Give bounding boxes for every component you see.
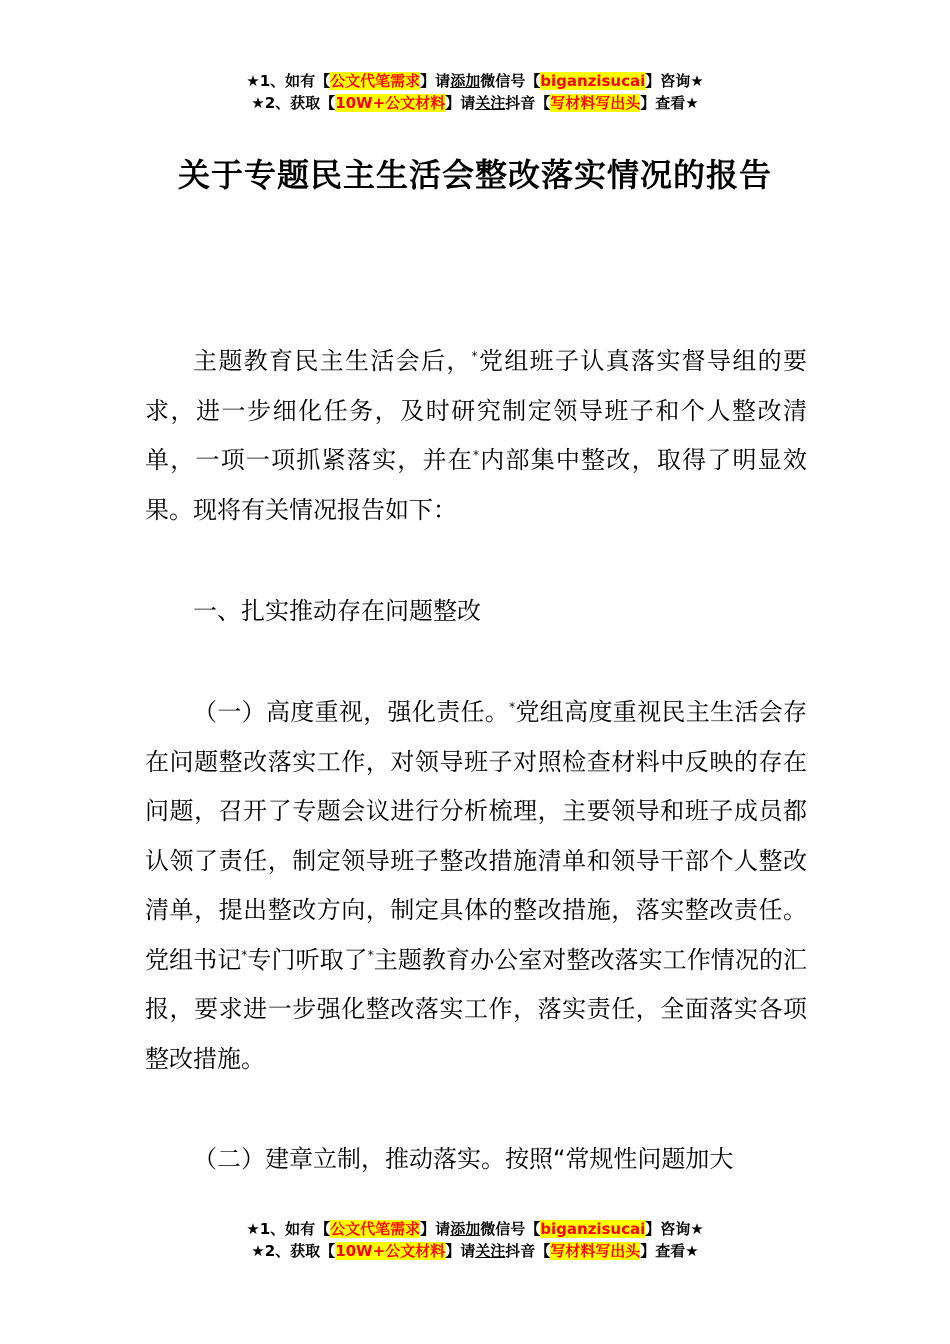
- paragraph-intro: 主题教育民主生活会后，*党组班子认真落实督导组的要求，进一步细化任务，及时研究制定领导班子和个人整改清单，一项一项抓紧落实，并在*内部集中整改，取得了明显效果。现将有关情况报告如下：: [145, 347, 808, 524]
- banner-highlight: biganzisucai: [540, 72, 646, 90]
- banner-text: 】请: [420, 72, 451, 90]
- banner-highlight: 10W+公文材料: [335, 94, 446, 112]
- header-banner: [0, 70, 950, 114]
- banner-highlight: 10W+公文材料: [335, 1242, 446, 1260]
- banner-text: 】请: [445, 94, 476, 112]
- banner-emphasis: 关注: [475, 1242, 506, 1260]
- banner-text: 】请: [420, 1220, 451, 1238]
- banner-text: 】查看★: [640, 94, 699, 112]
- footer-banner: [0, 1218, 950, 1262]
- banner-text: 抖音【: [505, 1242, 551, 1260]
- redaction-marker: *: [241, 947, 248, 962]
- redaction-marker: *: [509, 700, 516, 714]
- banner-line-2: [0, 1240, 950, 1262]
- paragraph-section-2: （二）建章立制，推动落实。按照“常规性问题加大: [193, 1145, 734, 1173]
- banner-text: 】咨询★: [645, 1220, 704, 1238]
- banner-text: ★2、获取【: [251, 1242, 336, 1260]
- banner-highlight: 写材料写出头: [550, 94, 641, 112]
- banner-text: ★1、如有【: [246, 1220, 331, 1238]
- banner-emphasis: 添加: [450, 72, 481, 90]
- redaction-marker: *: [367, 947, 374, 962]
- redaction-marker: *: [471, 349, 478, 363]
- banner-text: 】咨询★: [645, 72, 704, 90]
- banner-text: 微信号【: [480, 72, 541, 90]
- paragraph-section-1: （一）高度重视，强化责任。*党组高度重视民主生活会存在问题整改落实工作，对领导班子对照检查材料中反映的存在问题，召开了专题会议进行分析梳理，主要领导和班子成员都认领了责任，制定领导班子整改措施清单和领导干部个人整改清单，提出整改方向，制定具体的整改措施，落实整改责任。党组书记*专门听取了*主题教育办公室对整改落实工作情况的汇报，要求进一步强化整改落实工作，落实责任，全面落实各项整改措施。: [145, 698, 808, 1073]
- banner-emphasis: 关注: [475, 94, 506, 112]
- redaction-marker: *: [473, 448, 479, 462]
- section-heading: 一、扎实推动存在问题整改: [193, 597, 481, 625]
- banner-text: 微信号【: [480, 1220, 541, 1238]
- banner-highlight: biganzisucai: [540, 1220, 646, 1238]
- banner-highlight: 写材料写出头: [550, 1242, 641, 1260]
- banner-text: ★2、获取【: [251, 94, 336, 112]
- banner-highlight: 公文代笔需求: [330, 1220, 421, 1238]
- banner-text: 】请: [445, 1242, 476, 1260]
- banner-line-1: [0, 1218, 950, 1240]
- banner-line-2: [0, 92, 950, 114]
- banner-text: 抖音【: [505, 94, 551, 112]
- banner-text: 】查看★: [640, 1242, 699, 1260]
- banner-highlight: 公文代笔需求: [330, 72, 421, 90]
- banner-line-1: [0, 70, 950, 92]
- banner-emphasis: 添加: [450, 1220, 481, 1238]
- document-title: 关于专题民主生活会整改落实情况的报告: [177, 156, 772, 194]
- banner-text: ★1、如有【: [246, 72, 331, 90]
